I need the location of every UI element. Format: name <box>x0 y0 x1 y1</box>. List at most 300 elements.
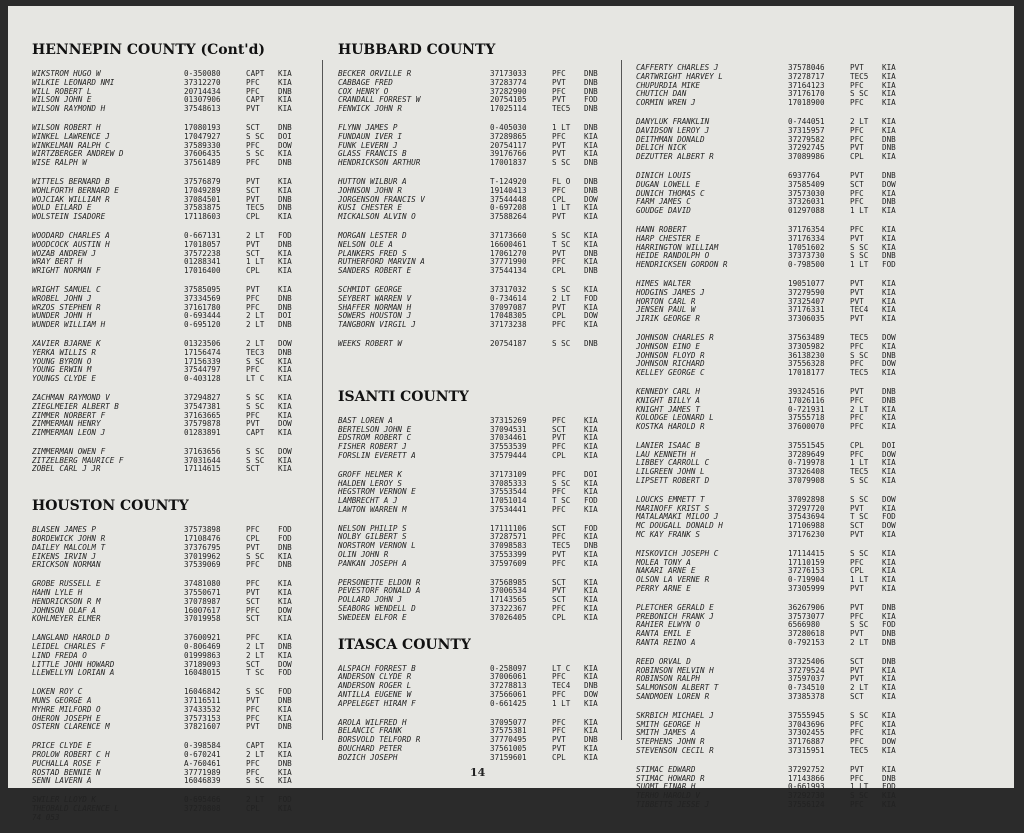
serial-number: 17026116 <box>788 395 825 405</box>
serial-number: 37317032 <box>490 284 527 294</box>
rank: PFC <box>552 257 566 267</box>
status: DNB <box>882 170 896 180</box>
name: WRIGHT SAMUEL C <box>32 284 101 294</box>
status: KIA <box>584 595 598 605</box>
status: KIA <box>278 95 292 105</box>
serial-number: 37585095 <box>184 284 221 294</box>
serial-number: 37176331 <box>788 305 825 315</box>
serial-number: 01999863 <box>184 650 221 660</box>
name: LANGLAND HAROLD D <box>32 633 110 643</box>
status: KIA <box>584 487 598 497</box>
name: JOHNSON CHARLES R <box>636 332 714 342</box>
name: JOHNSON RICHARD <box>636 359 705 369</box>
rank: PFC <box>850 611 864 621</box>
name: HALDEN LEROY S <box>338 478 403 488</box>
rank: PFC <box>552 131 566 141</box>
serial-number: 37553399 <box>490 550 527 560</box>
status: DNB <box>278 722 292 732</box>
rank: PFC <box>246 633 260 643</box>
status: DOI <box>882 440 896 450</box>
status: DNB <box>584 69 598 78</box>
status: KIA <box>584 752 598 762</box>
rank: CAPT <box>246 69 265 78</box>
serial-number: 37583875 <box>184 203 221 213</box>
status: DNB <box>882 134 896 144</box>
rank: 1 LT <box>552 698 571 708</box>
casualty-entry <box>32 805 342 814</box>
name: TIBBETTS JESSE J <box>636 799 710 809</box>
status: KIA <box>278 428 292 438</box>
rank: S SC <box>850 791 869 801</box>
entry-group <box>32 286 342 330</box>
serial-number: 37085333 <box>490 478 527 488</box>
serial-number: 37576879 <box>184 176 221 186</box>
status: KIA <box>278 741 292 751</box>
name: WOLD EILARD E <box>32 203 92 213</box>
entry-group <box>32 70 342 114</box>
rank: PFC <box>850 125 864 135</box>
status: DNB <box>584 86 598 96</box>
status: KIA <box>882 206 896 216</box>
name: WIKSTROM HUGO W <box>32 69 101 78</box>
county-heading: HUBBARD COUNTY <box>338 42 496 58</box>
name: STEPHENS JOHN R <box>636 737 705 747</box>
casualty-entry <box>32 105 342 114</box>
status: DOW <box>584 194 598 204</box>
status: KIA <box>584 478 598 488</box>
rank: S SC <box>850 476 869 486</box>
serial-number: 37279524 <box>788 665 825 675</box>
status: KIA <box>278 804 292 813</box>
rank: S SC <box>850 350 869 360</box>
name: ZIEGLMEIER ALBERT B <box>32 401 119 411</box>
rank: PVT <box>552 586 566 596</box>
status: KIA <box>882 233 896 243</box>
status: KIA <box>278 356 292 366</box>
name: PERRY ARNE E <box>636 584 691 594</box>
status: KIA <box>882 413 896 423</box>
status: DOW <box>278 419 292 429</box>
name: TERHO HAROLD V <box>636 791 701 801</box>
status: DNB <box>278 86 292 96</box>
name: RANTA EMIL E <box>636 629 691 639</box>
status: KIA <box>584 604 598 614</box>
rank: PFC <box>552 320 566 330</box>
rank: PVT <box>850 287 864 297</box>
name: DUGAN LOWELL E <box>636 179 701 189</box>
serial-number: 0-661993 <box>788 782 825 792</box>
rank: PFC <box>246 525 260 535</box>
entry-group <box>338 178 648 222</box>
entry-group <box>636 64 946 108</box>
serial-number: 17118603 <box>184 212 221 222</box>
serial-number: 20714434 <box>184 86 221 96</box>
serial-number: 01283891 <box>184 428 221 438</box>
rank: SCT <box>552 577 566 587</box>
rank: CPL <box>850 566 864 576</box>
status: KIA <box>584 550 598 560</box>
serial-number: 0-695120 <box>184 320 221 330</box>
rank: TEC5 <box>246 203 265 213</box>
rank: PFC <box>552 415 566 425</box>
serial-number: 37579878 <box>184 419 221 429</box>
name: MATALAMAKI MILOO J <box>636 512 719 522</box>
rank: CPL <box>850 440 864 450</box>
status: KIA <box>278 266 292 276</box>
status: KIA <box>882 566 896 576</box>
status: KIA <box>278 650 292 660</box>
status: KIA <box>278 284 292 294</box>
name: WILSON RAYMOND H <box>32 104 106 114</box>
serial-number: 0-719904 <box>788 575 825 585</box>
status: DNB <box>882 602 896 612</box>
rank: S SC <box>246 551 265 561</box>
serial-number: 37573898 <box>184 525 221 535</box>
rank: 1 LT <box>850 206 869 216</box>
serial-number: 37306035 <box>788 314 825 324</box>
serial-number: 37585409 <box>788 179 825 189</box>
serial-number: 37561005 <box>490 744 527 754</box>
status: FOD <box>882 512 896 522</box>
serial-number: 01307906 <box>184 95 221 105</box>
rank: CPL <box>552 311 566 321</box>
serial-number: 20754117 <box>490 140 527 150</box>
status: FOD <box>584 523 598 533</box>
rank: PVT <box>246 284 260 294</box>
status: KIA <box>584 212 598 222</box>
serial-number: 0-798500 <box>788 260 825 270</box>
serial-number: 37279590 <box>788 287 825 297</box>
entry-group <box>636 658 946 702</box>
status: DNB <box>278 542 292 552</box>
rank: SCT <box>246 248 260 258</box>
name: WOZAB ANDREW J <box>32 248 97 258</box>
serial-number: 0-398584 <box>184 741 221 751</box>
serial-number: 37292730 <box>788 791 825 801</box>
serial-number: 37084501 <box>184 194 221 204</box>
serial-number: 37019958 <box>184 614 221 624</box>
status: FOD <box>278 795 292 805</box>
rank: S SC <box>246 455 265 465</box>
name: WOODCOCK AUSTIN H <box>32 239 110 249</box>
serial-number: 37578046 <box>788 63 825 72</box>
serial-number: 17018177 <box>788 368 825 378</box>
rank: CAPT <box>246 95 265 105</box>
status: KIA <box>278 185 292 195</box>
rank: 2 LT <box>850 404 869 414</box>
name: PLANKERS FRED S <box>338 248 407 258</box>
serial-number: 37315951 <box>788 746 825 755</box>
status: KIA <box>584 230 598 240</box>
serial-number: 0-792153 <box>788 638 825 648</box>
rank: PVT <box>552 77 566 87</box>
serial-number: 17080193 <box>184 122 221 132</box>
rank: S SC <box>850 548 869 558</box>
name: ERICKSON NORMAN <box>32 560 101 570</box>
status: KIA <box>584 257 598 267</box>
name: HODGINS JAMES J <box>636 287 705 297</box>
rank: T SC <box>552 496 571 506</box>
rank: T SC <box>552 239 571 249</box>
rank: PVT <box>246 419 260 429</box>
serial-number: 19051077 <box>788 278 825 288</box>
entry-group <box>636 280 946 324</box>
rank: PFC <box>552 672 566 682</box>
serial-number: 37283774 <box>490 77 527 87</box>
serial-number: 0-697208 <box>490 203 527 213</box>
casualty-entry <box>636 585 946 594</box>
status: KIA <box>278 551 292 561</box>
serial-number: 37289649 <box>788 449 825 459</box>
rank: PFC <box>850 98 864 108</box>
serial-number: 36138230 <box>788 350 825 360</box>
rank: S SC <box>850 242 869 252</box>
county-section <box>338 389 648 623</box>
status: DNB <box>584 122 598 132</box>
casualty-entry <box>636 99 946 108</box>
rank: PFC <box>246 365 260 375</box>
name: FUNDAUN IVER I <box>338 131 403 141</box>
rank: PFC <box>552 690 566 700</box>
name: MARINOFF KRIST S <box>636 503 710 513</box>
rank: 2 LT <box>246 650 265 660</box>
status: KIA <box>882 404 896 414</box>
entry-group <box>32 340 342 384</box>
name: HANN ROBERT <box>636 224 687 234</box>
name: GOUDGE DAVID <box>636 206 691 216</box>
status: KIA <box>278 257 292 267</box>
rank: SCT <box>246 464 260 474</box>
status: DNB <box>278 194 292 204</box>
serial-number: 37334569 <box>184 293 221 303</box>
name: STIMAC EDWARD <box>636 764 696 774</box>
status: DNB <box>278 239 292 249</box>
serial-number: 17111106 <box>490 523 527 533</box>
status: KIA <box>278 374 292 384</box>
name: JENSEN PAUL W <box>636 305 696 315</box>
rank: PFC <box>552 558 566 568</box>
serial-number: 37116511 <box>184 696 221 706</box>
status: KIA <box>584 442 598 452</box>
entry-group <box>32 796 342 822</box>
rank: S SC <box>552 478 571 488</box>
serial-number: 37555945 <box>788 710 825 720</box>
entry-group <box>338 286 648 330</box>
name: REED ORVAL D <box>636 656 691 666</box>
name: HENDRICKSON ARTHUR <box>338 158 421 168</box>
rank: PVT <box>246 176 260 186</box>
rank: PVT <box>552 550 566 560</box>
rank: PFC <box>850 728 864 738</box>
casualty-entry <box>338 560 648 569</box>
rank: S SC <box>552 284 571 294</box>
status: KIA <box>278 579 292 589</box>
serial-number: 37026405 <box>490 612 527 622</box>
rank: TEC5 <box>850 368 869 378</box>
status: KIA <box>882 674 896 684</box>
status: FOD <box>584 95 598 105</box>
entry-group <box>32 634 342 678</box>
casualty-entry <box>636 693 946 702</box>
rank: PFC <box>552 469 566 479</box>
rank: PVT <box>246 104 260 114</box>
status: KIA <box>584 612 598 622</box>
serial-number: 17047927 <box>184 131 221 141</box>
rank: PVT <box>552 735 566 745</box>
status: KIA <box>278 410 292 420</box>
serial-number: 01323506 <box>184 338 221 348</box>
serial-number: 37163665 <box>184 410 221 420</box>
serial-number: 01297088 <box>788 206 825 216</box>
rank: SCT <box>552 523 566 533</box>
status: FOD <box>278 230 292 240</box>
name: RUTHERFORD MARVIN A <box>338 257 425 267</box>
name: WRIGHT NORMAN F <box>32 266 101 276</box>
name: SEYBERT WARREN V <box>338 293 412 303</box>
name: KOSTKA HAROLD R <box>636 422 705 432</box>
status: DNB <box>278 758 292 768</box>
entry-group <box>338 579 648 623</box>
rank: PFC <box>850 799 864 809</box>
name: NELSON PHILIP S <box>338 523 407 533</box>
rank: PVT <box>850 170 864 180</box>
name: MYHRE MILFORD O <box>32 704 101 714</box>
serial-number: 16048015 <box>184 668 221 678</box>
name: SCHMIDT GEORGE <box>338 284 403 294</box>
rank: 2 LT <box>246 230 265 240</box>
county-section <box>338 637 648 763</box>
serial-number: 37600921 <box>184 633 221 643</box>
rank: PFC <box>246 713 260 723</box>
status: DNB <box>584 681 598 691</box>
status: KIA <box>584 149 598 159</box>
serial-number: 37597037 <box>788 674 825 684</box>
entry-group <box>636 118 946 162</box>
rank: PVT <box>850 233 864 243</box>
name: WINKELMAN RALPH C <box>32 140 110 150</box>
name: CHUTICH DAN <box>636 89 687 99</box>
serial-number: 37573077 <box>788 611 825 621</box>
casualty-entry <box>32 615 342 624</box>
serial-number: 37297720 <box>788 503 825 513</box>
rank: T SC <box>850 512 869 522</box>
name: ZIMMERMAN HENRY <box>32 419 101 429</box>
rank: PVT <box>850 764 864 774</box>
rank: PVT <box>850 584 864 594</box>
serial-number: 37302455 <box>788 728 825 738</box>
rank: SCT <box>246 614 260 624</box>
rank: LT C <box>552 663 571 673</box>
entry-group <box>338 70 648 114</box>
status: DOI <box>278 131 292 141</box>
rank: PFC <box>246 767 260 777</box>
name: CHUPURDIA MIKE <box>636 80 701 90</box>
name: CRANDALL FORREST W <box>338 95 421 105</box>
status: KIA <box>278 633 292 643</box>
serial-number: 37305982 <box>788 341 825 351</box>
rank: 1 LT <box>850 575 869 585</box>
county-heading: ISANTI COUNTY <box>338 388 469 405</box>
rank: PVT <box>246 239 260 249</box>
name: MORGAN LESTER D <box>338 230 407 240</box>
name: WRAY BERT H <box>32 257 83 267</box>
status: DNB <box>584 77 598 87</box>
entry-group <box>32 742 342 786</box>
page-number: 14 <box>470 766 486 779</box>
rank: S SC <box>850 494 869 504</box>
name: ZITZELBERG MAURICE F <box>32 455 124 465</box>
status: KIA <box>584 558 598 568</box>
serial-number: 37031644 <box>184 455 221 465</box>
rank: CPL <box>246 804 260 813</box>
rank: PFC <box>850 359 864 369</box>
casualty-entry <box>636 153 946 162</box>
serial-number: 37547381 <box>184 401 221 411</box>
status: KIA <box>584 302 598 312</box>
casualty-entry <box>32 159 342 168</box>
name: SHAFFER NORMAN H <box>338 302 412 312</box>
rank: PVT <box>850 503 864 513</box>
serial-number: 17049289 <box>184 185 221 195</box>
status: KIA <box>584 504 598 514</box>
serial-number: 37159601 <box>490 752 527 762</box>
status: KIA <box>278 392 292 402</box>
rank: PVT <box>850 143 864 153</box>
rank: 1 LT <box>552 203 571 213</box>
name: WILSON JOHN E <box>32 95 92 105</box>
rank: 2 LT <box>246 338 265 348</box>
serial-number: 37606435 <box>184 149 221 159</box>
status: KIA <box>584 577 598 587</box>
name: BORDEWICK JOHN R <box>32 534 106 544</box>
serial-number: 37556328 <box>788 359 825 369</box>
serial-number: 37294827 <box>184 392 221 402</box>
name: SMITH GEORGE H <box>636 719 701 729</box>
rank: SCT <box>850 521 864 531</box>
name: APPELEGET HIRAM F <box>338 698 416 708</box>
serial-number: 0-693444 <box>184 311 221 321</box>
rank: PVT <box>850 296 864 306</box>
serial-number: 37006061 <box>490 672 527 682</box>
serial-number: 16007617 <box>184 605 221 615</box>
serial-number: 0-806469 <box>184 642 221 652</box>
name: NELSON OLE A <box>338 239 393 249</box>
status: KIA <box>882 188 896 198</box>
status: DNB <box>278 158 292 168</box>
status: KIA <box>278 365 292 375</box>
status: FOD <box>278 687 292 697</box>
status: KIA <box>584 140 598 150</box>
casualty-entry <box>32 267 342 276</box>
rank: PFC <box>552 487 566 497</box>
status: KIA <box>278 464 292 474</box>
name: BAST LOREN A <box>338 415 393 425</box>
name: BOUCHARD PETER <box>338 744 403 754</box>
name: SEABORG WENDELL D <box>338 604 416 614</box>
rank: SCT <box>552 595 566 605</box>
name: WOHLFORTH BERNARD E <box>32 185 119 195</box>
status: KIA <box>584 744 598 754</box>
name: WITTELS BERNARD B <box>32 176 110 186</box>
casualty-entry <box>338 700 648 709</box>
name: SKRBICH MICHAEL J <box>636 710 714 720</box>
name: ZIMMERMAN OWEN F <box>32 446 106 456</box>
serial-number: 37292745 <box>788 143 825 153</box>
entry-group <box>32 448 342 474</box>
serial-number: 17156339 <box>184 356 221 366</box>
entry-group <box>636 442 946 486</box>
name: WUNDER JOHN H <box>32 311 92 321</box>
